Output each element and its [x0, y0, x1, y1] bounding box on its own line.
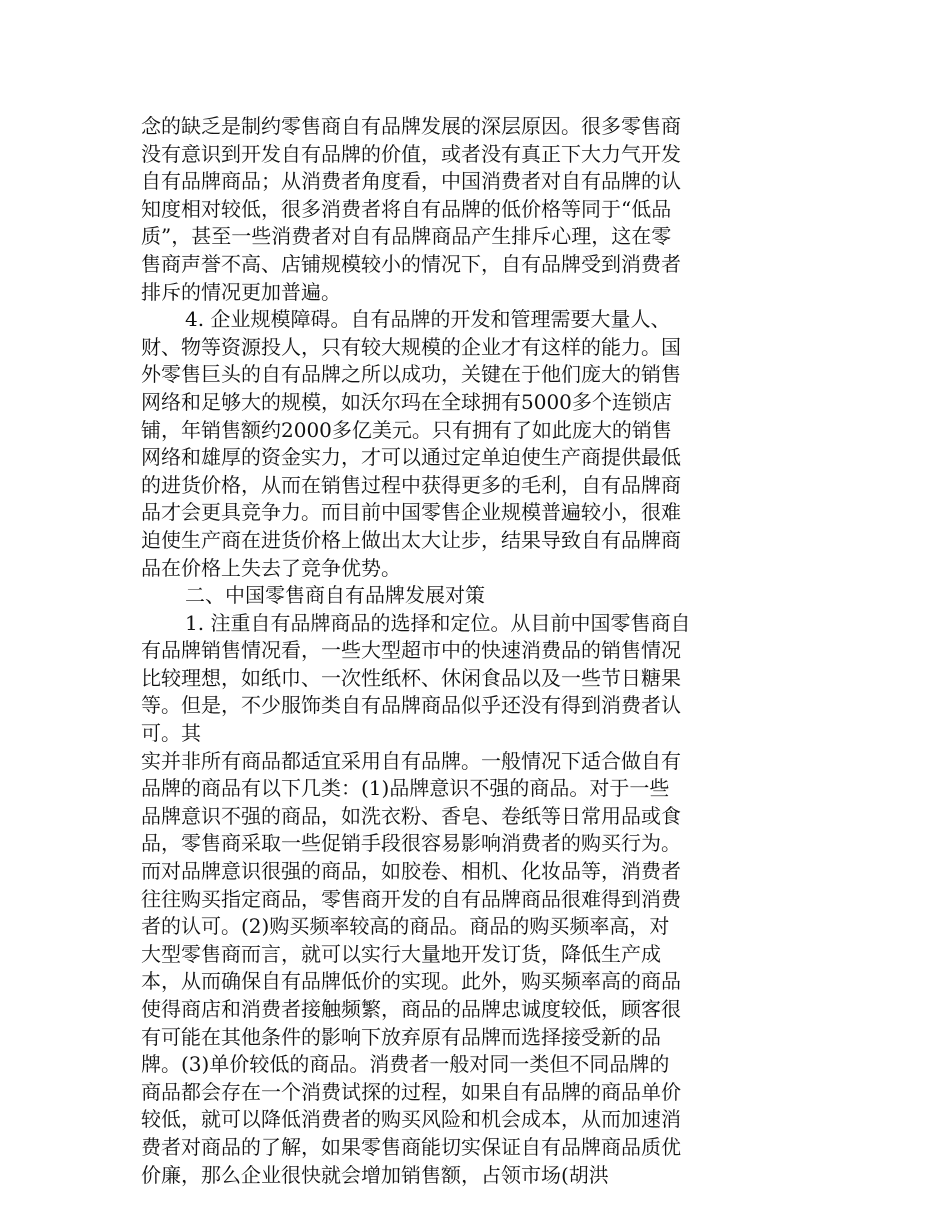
text-line: 实并非所有商品都适宜采用自有品牌。一般情况下适合做自有 [141, 748, 681, 773]
text-line: 有品牌销售情况看，一些大型超市中的快速消费品的销售情况 [141, 638, 681, 663]
text-line: 较低，就可以降低消费者的购买风险和机会成本，从而加速消 [141, 1107, 681, 1132]
text-line: 财、物等资源投人，只有较大规模的企业才有这样的能力。国 [141, 334, 681, 359]
text-line: 而对品牌意识很强的商品，如胶卷、相机、化妆品等，消费者 [141, 859, 681, 884]
text-line: 商品都会存在一个消费试探的过程，如果自有品牌的商品单价 [141, 1079, 681, 1104]
text-line: 费者对商品的了解，如果零售商能切实保证自有品牌商品质优 [141, 1134, 681, 1159]
text-line: 价廉，那么企业很快就会增加销售额，占领市场(胡洪 [141, 1162, 609, 1187]
text-line: 品牌的商品有以下几类：(1)品牌意识不强的商品。对于一些 [141, 776, 670, 801]
text-line: 使得商店和消费者接触频繁，商品的品牌忠诚度较低，顾客很 [141, 997, 681, 1021]
text-line: 本，从而确保自有品牌低价的实现。此外，购买频率高的商品 [141, 969, 681, 994]
text-line: 大型零售商而言，就可以实行大量地开发订货，降低生产成 [141, 941, 661, 966]
text-line: 往往购买指定商品，零售商开发的自有品牌商品很难得到消费 [141, 886, 681, 911]
text-line: 的进货价格，从而在销售过程中获得更多的毛利，自有品牌商 [141, 472, 681, 497]
text-line: 品牌意识不强的商品，如洗衣粉、香皂、卷纸等日常用品或食 [141, 803, 681, 828]
text-line: 有可能在其他条件的影响下放弃原有品牌而选择接受新的品 [141, 1024, 661, 1049]
text-line: 4. 企业规模障碍。自有品牌的开发和管理需要大量人、 [185, 307, 671, 332]
text-line: 没有意识到开发自有品牌的价值，或者没有真正下大力气开发 [141, 141, 681, 166]
text-line: 网络和雄厚的资金实力，才可以通过定单迫使生产商提供最低 [141, 445, 681, 470]
text-line: 自有品牌商品；从消费者角度看，中国消费者对自有品牌的认 [141, 169, 681, 194]
text-line: 网络和足够大的规模，如沃尔玛在全球拥有5000多个连锁店 [141, 389, 672, 414]
text-line: 品才会更具竞争力。而目前中国零售企业规模普遍较小，很难 [141, 500, 681, 525]
text-line: 比较理想，如纸巾、一次性纸杯、休闲食品以及一些节日糖果 [141, 665, 681, 690]
text-line: 牌。(3)单价较低的商品。消费者一般对同一类但不同品牌的 [141, 1052, 670, 1077]
text-line: 品在价格上失去了竞争优势。 [141, 555, 401, 580]
text-line: 知度相对较低，很多消费者将自有品牌的低价格等同于“低品 [141, 196, 672, 221]
text-line: 迫使生产商在进货价格上做出太大让步，结果导致自有品牌商 [141, 527, 681, 552]
text-line: 者的认可。(2)购买频率较高的商品。商品的购买频率高，对 [141, 914, 670, 939]
body-text [141, 113, 741, 1189]
text-line: 质”，甚至一些消费者对自有品牌商品产生排斥心理，这在零 [141, 224, 672, 249]
text-line: 1. 注重自有品牌商品的选择和定位。从目前中国零售商自 [185, 610, 691, 635]
text-line: 念的缺乏是制约零售商自有品牌发展的深层原因。很多零售商 [141, 114, 681, 138]
text-line: 售商声誉不高、店铺规模较小的情况下，自有品牌受到消费者 [141, 251, 681, 276]
text-line: 外零售巨头的自有品牌之所以成功，关键在于他们庞大的销售 [141, 362, 681, 387]
text-line: 排斥的情况更加普遍。 [141, 279, 341, 304]
text-line: 等。但是，不少服饰类自有品牌商品似乎还没有得到消费者认 [141, 693, 681, 718]
text-line: 品，零售商采取一些促销手段很容易影响消费者的购买行为。 [141, 831, 681, 856]
text-line: 二、中国零售商自有品牌发展对策 [185, 583, 485, 608]
text-line: 铺，年销售额约2000多亿美元。只有拥有了如此庞大的销售 [141, 417, 672, 442]
text-line: 可。其 [141, 721, 201, 746]
